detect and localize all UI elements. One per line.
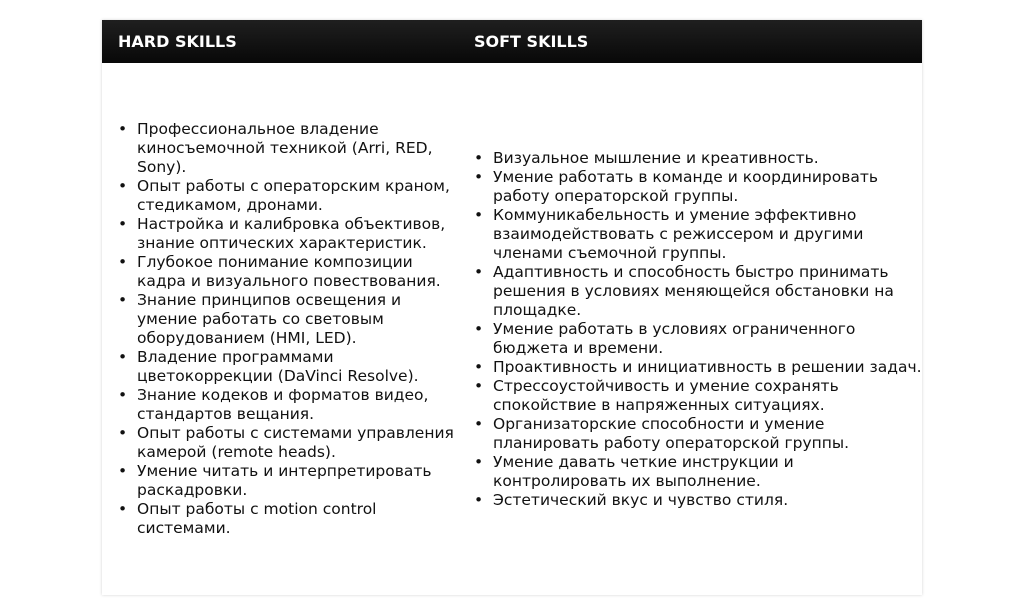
soft-skill-item: • Стрессоустойчивость и умение сохранять спокойствие в напряженных ситуациях. [458, 377, 922, 415]
hard-skill-item: • Профессиональное владение киносъемочной техникой (Arri, RED, Sony). [102, 120, 458, 177]
soft-skills-column [458, 63, 922, 595]
hard-skill-item: • Глубокое понимание композиции кадра и визуального повествования. [102, 253, 458, 291]
hard-skill-item: • Умение читать и интерпретировать раскадровки. [102, 462, 458, 500]
hard-skills-header: HARD SKILLS [118, 32, 237, 51]
soft-skill-item: • Эстетический вкус и чувство стиля. [458, 491, 922, 510]
soft-skill-item: • Адаптивность и способность быстро принимать решения в условиях меняющейся обстановки на площадке. [458, 263, 922, 320]
soft-skill-item: • Умение работать в условиях ограниченного бюджета и времени. [458, 320, 922, 358]
soft-skill-item: • Умение работать в команде и координировать работу операторской группы. [458, 168, 922, 206]
soft-skill-item: • Проактивность и инициативность в решении задач. [458, 358, 922, 377]
hard-skills-list [102, 120, 458, 538]
hard-skill-item: • Опыт работы с motion control системами. [102, 500, 458, 538]
hard-skill-item: • Настройка и калибровка объективов, знание оптических характеристик. [102, 215, 458, 253]
hard-skill-item: • Знание принципов освещения и умение работать со световым оборудованием (HMI, LED). [102, 291, 458, 348]
soft-skill-item: • Коммуникабельность и умение эффективно взаимодействовать с режиссером и другими членами съемочной группы. [458, 206, 922, 263]
hard-skill-item: • Владение программами цветокоррекции (DaVinci Resolve). [102, 348, 458, 386]
soft-skills-list [458, 149, 922, 510]
hard-skill-item: • Знание кодеков и форматов видео, стандартов вещания. [102, 386, 458, 424]
soft-skill-item: • Визуальное мышление и креативность. [458, 149, 922, 168]
hard-skill-item: • Опыт работы с операторским краном, стедикамом, дронами. [102, 177, 458, 215]
hard-skill-item: • Опыт работы с системами управления камерой (remote heads). [102, 424, 458, 462]
soft-skills-header: SOFT SKILLS [474, 32, 589, 51]
soft-skill-item: • Умение давать четкие инструкции и контролировать их выполнение. [458, 453, 922, 491]
soft-skill-item: • Организаторские способности и умение планировать работу операторской группы. [458, 415, 922, 453]
table-header [102, 20, 922, 63]
hard-skills-column [102, 63, 458, 595]
skills-table [102, 20, 922, 595]
